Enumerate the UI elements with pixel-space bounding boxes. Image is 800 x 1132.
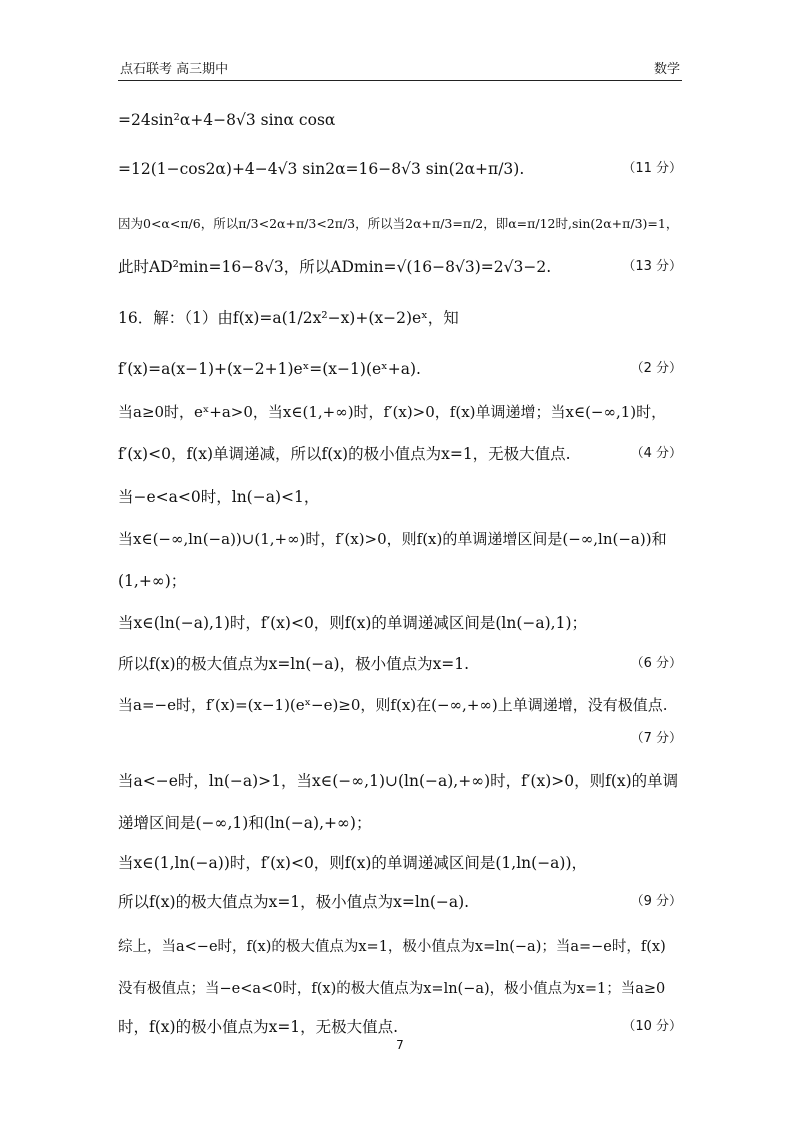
solution-line: [118, 443, 682, 465]
header-exam-title: 点石联考 高三期中: [120, 62, 229, 77]
solution-line: [118, 694, 682, 716]
line-text: 当x∈(−∞,ln(−a))∪(1,+∞)时，f′(x)>0，则f(x)的单调递增区间是(−∞,ln(−a))和: [118, 530, 667, 548]
line-text: 当−e<a<0时，ln(−a)<1，: [118, 488, 320, 506]
page-header: [118, 58, 682, 81]
line-text: 当a=−e时，f′(x)=(x−1)(eˣ−e)≥0，则f(x)在(−∞,+∞)上单调递增，没有极值点.: [118, 696, 668, 714]
score-label: （11 分）: [622, 161, 682, 176]
score-label: （13 分）: [622, 259, 682, 274]
solution-line: [118, 528, 682, 550]
line-text: 所以f(x)的极大值点为x=1，极小值点为x=ln(−a).: [118, 893, 470, 911]
solution-line: [118, 653, 682, 675]
line-text: (1,+∞)；: [118, 572, 187, 590]
solution-line: [118, 256, 682, 278]
score-label: （4 分）: [630, 446, 682, 461]
score-label: （2 分）: [630, 361, 682, 376]
line-text: f′(x)<0，f(x)单调递减，所以f(x)的极小值点为x=1，无极大值点.: [118, 445, 571, 463]
solution-line: [118, 109, 682, 131]
line-text: 16．解：（1）由f(x)=a(1/2x²−x)+(x−2)eˣ，知: [118, 309, 459, 327]
line-text: f′(x)=a(x−1)+(x−2+1)eˣ=(x−1)(eˣ+a).: [118, 360, 421, 378]
line-text: 没有极值点；当−e<a<0时，f(x)的极大值点为x=ln(−a)，极小值点为x=1；当a≥0: [118, 981, 666, 997]
solution-line: [118, 212, 682, 235]
line-text: 当a≥0时，eˣ+a>0，当x∈(1,+∞)时，f′(x)>0，f(x)单调递增；当x∈(−∞,1)时，: [118, 403, 667, 421]
line-text: 当x∈(1,ln(−a))时，f′(x)<0，则f(x)的单调递减区间是(1,ln(−a))，: [118, 854, 588, 872]
solution-line: [118, 486, 682, 508]
solution-line: [118, 158, 682, 180]
solution-line: [118, 307, 682, 329]
line-text: 当x∈(ln(−a),1)时，f′(x)<0，则f(x)的单调递减区间是(ln(−a),1)；: [118, 614, 588, 632]
line-text: 此时AD²min=16−8√3，所以ADmin=√(16−8√3)=2√3−2.: [118, 258, 552, 276]
score-label: （9 分）: [630, 894, 682, 909]
solution-line: [118, 401, 682, 423]
line-text: 所以f(x)的极大值点为x=ln(−a)，极小值点为x=1.: [118, 655, 470, 673]
line-text: 因为0<α<π/6，所以π/3<2α+π/3<2π/3，所以当2α+π/3=π/2，即α=π/12时,sin(2α+π/3)=1，: [118, 216, 679, 231]
score-label: （7 分）: [630, 731, 682, 746]
line-text: =12(1−cos2α)+4−4√3 sin2α=16−8√3 sin(2α+π/3).: [118, 160, 525, 178]
line-text: 时，f(x)的极小值点为x=1，无极大值点.: [118, 1018, 399, 1036]
header-subject: 数学: [653, 62, 680, 77]
solution-line: [118, 891, 682, 913]
solution-line: [118, 358, 682, 380]
solution-line: [118, 852, 682, 874]
line-text: =24sin²α+4−8√3 sinα cosα: [118, 111, 336, 129]
score-label: （6 分）: [630, 656, 682, 671]
solution-line: [118, 570, 682, 592]
page-number: 7: [396, 1038, 404, 1052]
line-text: 综上，当a<−e时，f(x)的极大值点为x=1，极小值点为x=ln(−a)；当a=−e时，f(x): [118, 939, 666, 955]
line-text: 当a<−e时，ln(−a)>1，当x∈(−∞,1)∪(ln(−a),+∞)时，f′(x)>0，则f(x)的单调: [118, 772, 679, 790]
solution-line: [118, 935, 682, 958]
solution-line: [118, 612, 682, 634]
solution-line: [118, 1016, 682, 1038]
score-label: （10 分）: [622, 1019, 682, 1034]
solution-line: [118, 812, 682, 834]
line-text: 递增区间是(−∞,1)和(ln(−a),+∞)；: [118, 814, 372, 832]
solution-line: [118, 977, 682, 1000]
solution-line: [118, 770, 682, 792]
